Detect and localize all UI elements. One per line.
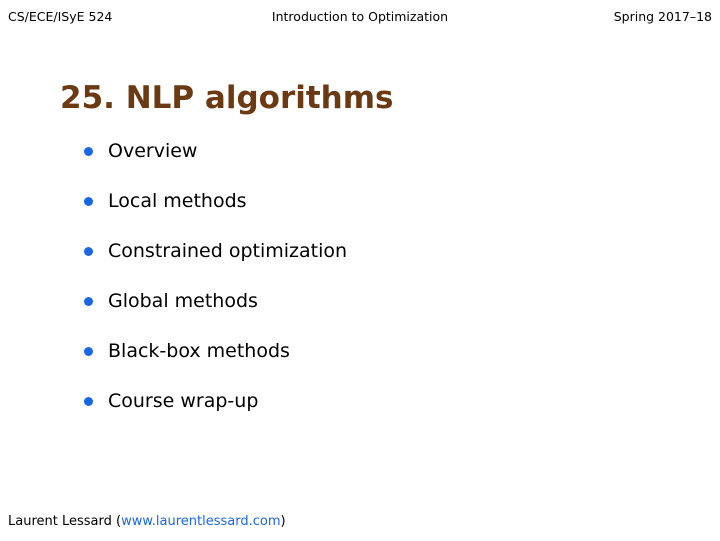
list-item (84, 136, 347, 186)
bullet-dot-icon (84, 347, 93, 356)
list-item-label: Overview (108, 140, 198, 162)
list-item-label: Global methods (108, 290, 258, 312)
author-website-link[interactable]: www.laurentlessard.com (121, 514, 281, 529)
author-name: Laurent Lessard (8, 514, 112, 529)
bullet-dot-icon (84, 247, 93, 256)
list-item-label: Local methods (108, 190, 247, 212)
course-title: Introduction to Optimization (271, 9, 449, 24)
list-item-label: Constrained optimization (108, 240, 348, 262)
bullet-dot-icon (84, 197, 93, 206)
list-item (84, 236, 347, 286)
list-item-label: Black-box methods (108, 340, 290, 362)
list-item (84, 336, 347, 386)
slide-footer (8, 512, 286, 532)
term-label: Spring 2017–18 (613, 9, 712, 24)
list-item (84, 386, 347, 436)
list-item (84, 286, 347, 336)
list-item-label: Course wrap-up (108, 390, 259, 412)
course-code: CS/ECE/ISyE 524 (8, 9, 113, 24)
bullet-dot-icon (84, 147, 93, 156)
bullet-dot-icon (84, 397, 93, 406)
slide-header (8, 8, 712, 26)
slide-title: 25. NLP algorithms (60, 80, 394, 116)
list-item (84, 186, 347, 236)
paren-close: ) (280, 514, 286, 529)
paren-open: ( (111, 514, 122, 529)
bullet-dot-icon (84, 297, 93, 306)
topic-list (84, 136, 347, 436)
